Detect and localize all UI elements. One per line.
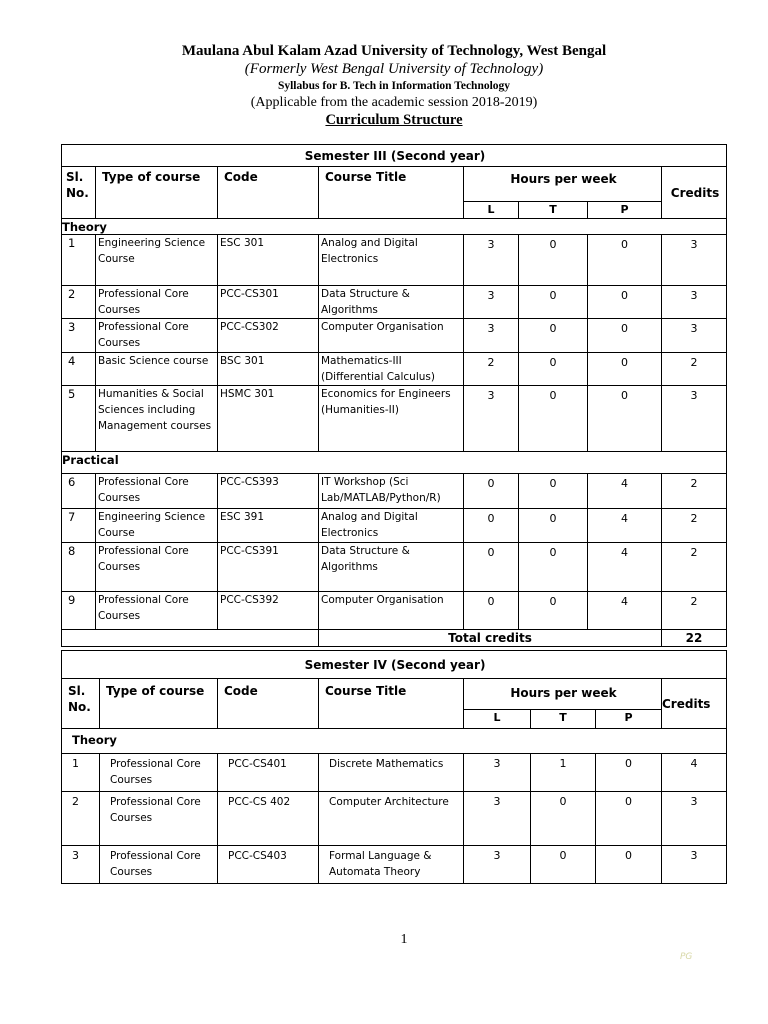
semester-4-title: Semester IV (Second year) <box>62 651 727 679</box>
total-credits-label: Total credits <box>319 630 662 647</box>
theory-label: Theory <box>62 729 727 754</box>
col-l: L <box>464 202 519 219</box>
col-sl-no: Sl. No. <box>62 679 100 729</box>
col-hours-per-week: Hours per week <box>464 679 662 710</box>
semester-3-title: Semester III (Second year) <box>62 145 727 167</box>
col-credits: Credits <box>662 167 727 219</box>
table-row: 2 Professional Core Courses PCC-CS 402 Computer Architecture 3 0 0 3 <box>62 792 727 846</box>
col-type-of-course: Type of course <box>100 679 218 729</box>
col-credits: Credits <box>662 679 727 729</box>
page-number: 1 <box>400 932 408 947</box>
table-row: 6 Professional Core Courses PCC-CS393 IT Workshop (Sci Lab/MATLAB/Python/R) 0 0 4 2 <box>62 474 727 509</box>
syllabus-title: Syllabus for B. Tech in Information Technology <box>277 80 511 92</box>
table-row: 1 Professional Core Courses PCC-CS401 Discrete Mathematics 3 1 0 4 <box>62 754 727 792</box>
curriculum-heading: Curriculum Structure <box>325 112 463 128</box>
col-type-of-course: Type of course <box>96 167 218 219</box>
former-name: (Formerly West Bengal University of Technology) <box>244 61 544 77</box>
semester-3-table <box>61 144 727 647</box>
table-row: 8 Professional Core Courses PCC-CS391 Data Structure & Algorithms 0 0 4 2 <box>62 543 727 592</box>
document-header <box>0 42 768 129</box>
table-row: 4 Basic Science course BSC 301 Mathematics-III (Differential Calculus) 2 0 0 2 <box>62 353 727 386</box>
watermark: PG <box>680 952 693 962</box>
table-row: 7 Engineering Science Course ESC 391 Analog and Digital Electronics 0 0 4 2 <box>62 509 727 543</box>
table-row: 3 Professional Core Courses PCC-CS403 Formal Language & Automata Theory 3 0 0 3 <box>62 846 727 884</box>
table-row: 9 Professional Core Courses PCC-CS392 Computer Organisation 0 0 4 2 <box>62 592 727 630</box>
applicable-session: (Applicable from the academic session 2018-2019) <box>250 95 538 110</box>
col-t: T <box>531 710 596 729</box>
col-p: P <box>596 710 662 729</box>
col-course-title: Course Title <box>319 167 464 219</box>
col-course-title: Course Title <box>319 679 464 729</box>
col-hours-per-week: Hours per week <box>464 167 662 202</box>
col-t: T <box>519 202 588 219</box>
practical-label: Practical <box>62 452 727 474</box>
col-l: L <box>464 710 531 729</box>
total-credits-value: 22 <box>662 630 727 647</box>
col-sl-no: Sl. No. <box>62 167 96 219</box>
col-p: P <box>588 202 662 219</box>
university-name: Maulana Abul Kalam Azad University of Technology, West Bengal <box>181 43 607 59</box>
table-row: 1 Engineering Science Course ESC 301 Analog and Digital Electronics 3 0 0 3 <box>62 235 727 286</box>
semester-4-table <box>61 650 727 884</box>
table-row: 5 Humanities & Social Sciences including Management courses HSMC 301 Economics for Engineers (Humanities-II) 3 0 0 3 <box>62 386 727 452</box>
table-row: 2 Professional Core Courses PCC-CS301 Data Structure & Algorithms 3 0 0 3 <box>62 286 727 319</box>
theory-label: Theory <box>62 219 727 235</box>
col-code: Code <box>218 679 319 729</box>
col-code: Code <box>218 167 319 219</box>
table-row: 3 Professional Core Courses PCC-CS302 Computer Organisation 3 0 0 3 <box>62 319 727 353</box>
